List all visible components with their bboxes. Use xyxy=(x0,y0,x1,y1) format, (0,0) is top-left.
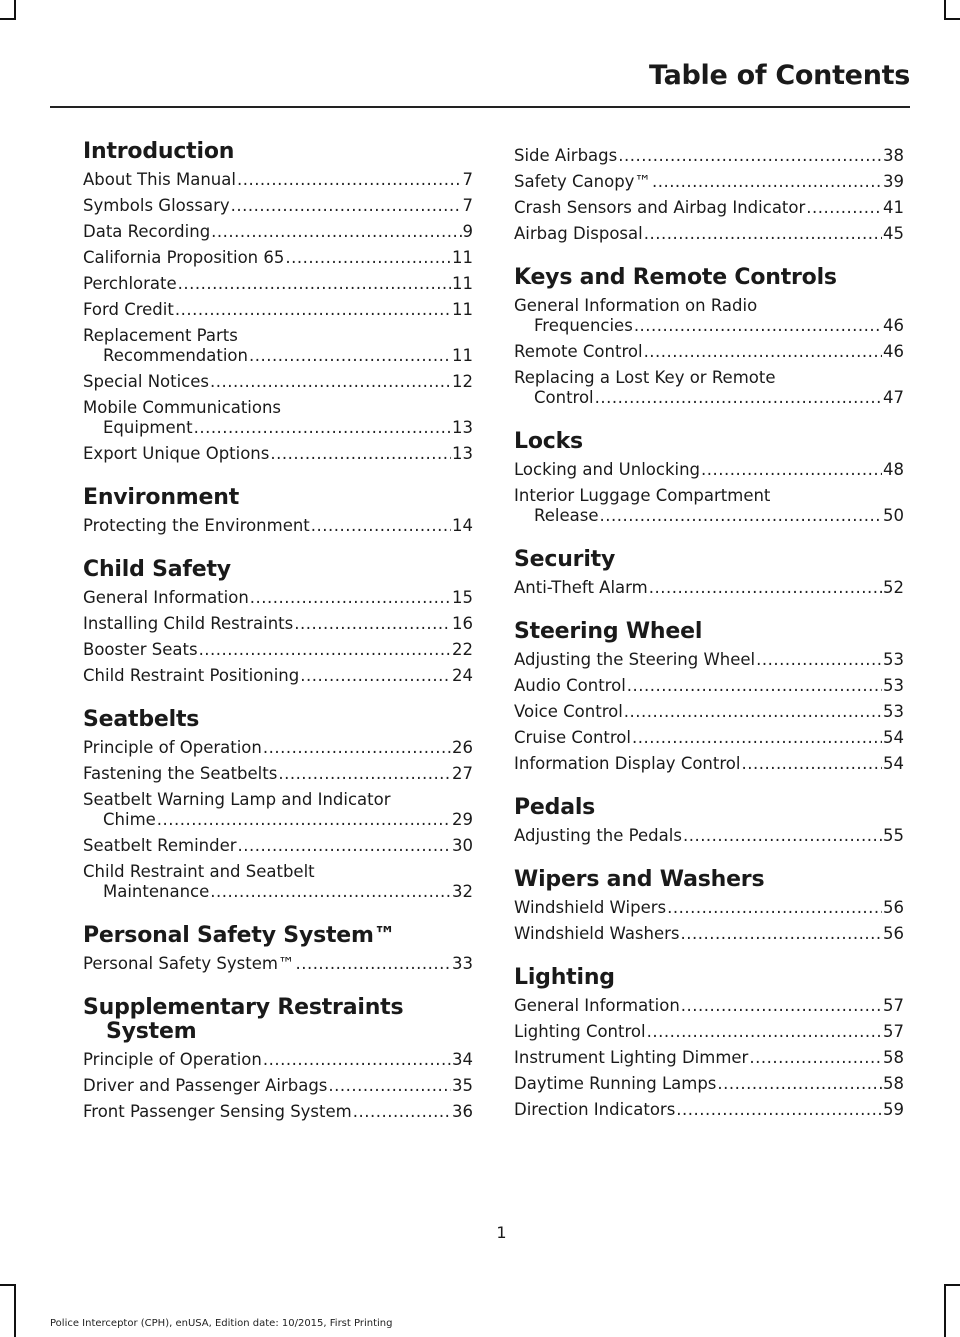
dot-leader xyxy=(649,578,882,598)
toc-page-number: 58 xyxy=(883,1048,904,1067)
toc-entry-label-continued: Release xyxy=(534,506,599,525)
toc-page-number: 39 xyxy=(883,172,904,191)
dot-leader xyxy=(683,826,882,846)
crop-mark-top-right-h xyxy=(944,18,960,20)
toc-page-number: 57 xyxy=(883,996,904,1015)
toc-entry[interactable] xyxy=(514,754,904,774)
toc-entry[interactable] xyxy=(514,1074,904,1094)
toc-entry-label: General Information xyxy=(83,588,249,607)
toc-entry[interactable] xyxy=(83,1102,473,1122)
section-heading: Lighting xyxy=(514,965,615,990)
toc-entry-label: Ford Credit xyxy=(83,300,174,319)
toc-section xyxy=(514,430,904,526)
toc-entry-label: Adjusting the Pedals xyxy=(514,826,682,845)
toc-page-number: 55 xyxy=(883,826,904,845)
toc-entry[interactable] xyxy=(83,666,473,686)
toc-entry-label: Windshield Wipers xyxy=(514,898,667,917)
toc-entry-label-continued: Recommendation xyxy=(103,346,248,365)
toc-page-number: 57 xyxy=(883,1022,904,1041)
dot-leader xyxy=(157,810,451,830)
dot-leader xyxy=(178,274,451,294)
toc-entry-label: Information Display Control xyxy=(514,754,741,773)
toc-entry-label: Principle of Operation xyxy=(83,738,262,757)
toc-entry-label: Adjusting the Steering Wheel xyxy=(514,650,756,669)
toc-page-number: 53 xyxy=(883,676,904,695)
toc-entry[interactable] xyxy=(83,790,473,830)
toc-entry-label: Seatbelt Reminder xyxy=(83,836,237,855)
toc-entry-label: Locking and Unlocking xyxy=(514,460,701,479)
toc-page-number: 47 xyxy=(883,388,904,407)
dot-leader xyxy=(652,172,882,192)
dot-leader xyxy=(199,640,451,660)
toc-page-number: 11 xyxy=(452,346,473,365)
toc-entry[interactable] xyxy=(514,198,904,218)
toc-entry-label: Side Airbags xyxy=(514,146,618,165)
toc-entry[interactable] xyxy=(83,588,473,608)
dot-leader xyxy=(681,996,882,1016)
toc-page-number: 11 xyxy=(452,248,473,267)
toc-entry-label: Fastening the Seatbelts xyxy=(83,764,278,783)
toc-page-number: 58 xyxy=(883,1074,904,1093)
toc-entry-label: Front Passenger Sensing System xyxy=(83,1102,352,1121)
toc-entry[interactable] xyxy=(83,372,473,392)
toc-page-number: 27 xyxy=(452,764,473,783)
toc-entry[interactable] xyxy=(83,248,473,268)
toc-entry-label: Audio Control xyxy=(514,676,626,695)
toc-page-number: 7 xyxy=(462,196,473,215)
dot-leader xyxy=(644,342,882,362)
toc-entry-label: Seatbelt Warning Lamp and Indicator xyxy=(83,790,391,809)
toc-entry-label: Windshield Washers xyxy=(514,924,680,943)
toc-entry-label: Lighting Control xyxy=(514,1022,646,1041)
dot-leader xyxy=(353,1102,451,1122)
toc-entry[interactable] xyxy=(83,764,473,784)
toc-page-number: 34 xyxy=(452,1050,473,1069)
header-divider xyxy=(50,106,910,108)
toc-page-number: 38 xyxy=(883,146,904,165)
toc-entry[interactable] xyxy=(514,1048,904,1068)
toc-entry-label: Safety Canopy™ xyxy=(514,172,651,191)
toc-page-number: 12 xyxy=(452,372,473,391)
toc-page-number: 53 xyxy=(883,650,904,669)
section-heading: Seatbelts xyxy=(83,707,200,732)
dot-leader xyxy=(741,754,882,774)
toc-page-number: 54 xyxy=(883,728,904,747)
toc-page-number: 16 xyxy=(452,614,473,633)
toc-entry-label: Remote Control xyxy=(514,342,643,361)
toc-page-number: 11 xyxy=(452,274,473,293)
toc-entry[interactable] xyxy=(83,516,473,536)
toc-page-number: 56 xyxy=(883,898,904,917)
toc-entry-label: Direction Indicators xyxy=(514,1100,676,1119)
toc-right-column xyxy=(514,146,904,1142)
toc-entry-label: Daytime Running Lamps xyxy=(514,1074,717,1093)
toc-entry-label: Booster Seats xyxy=(83,640,198,659)
toc-entry-label: Protecting the Environment xyxy=(83,516,310,535)
page-title: Table of Contents xyxy=(648,60,910,91)
toc-section xyxy=(514,966,904,1120)
toc-entry-label: Cruise Control xyxy=(514,728,631,747)
toc-entry[interactable] xyxy=(514,728,904,748)
toc-entry-label: Child Restraint and Seatbelt xyxy=(83,862,315,881)
dot-leader xyxy=(627,676,882,696)
toc-page-number: 46 xyxy=(883,316,904,335)
toc-entry-label: Export Unique Options xyxy=(83,444,270,463)
toc-entry[interactable] xyxy=(514,702,904,722)
toc-entry[interactable] xyxy=(83,196,473,216)
toc-page-number: 11 xyxy=(452,300,473,319)
toc-page-number: 46 xyxy=(883,342,904,361)
toc-section xyxy=(83,924,473,974)
toc-section xyxy=(514,548,904,598)
toc-entry-label: Replacement Parts xyxy=(83,326,238,345)
toc-page-number: 53 xyxy=(883,702,904,721)
dot-leader xyxy=(263,1050,451,1070)
toc-page-number: 33 xyxy=(452,954,473,973)
section-heading: Wipers and Washers xyxy=(514,867,765,892)
dot-leader xyxy=(676,1100,882,1120)
dot-leader xyxy=(278,764,451,784)
toc-entry[interactable] xyxy=(514,924,904,944)
footer-edition-info: Police Interceptor (CPH), enUSA, Edition date: 10/2015, First Printing xyxy=(50,1318,393,1329)
toc-entry[interactable] xyxy=(514,1100,904,1120)
toc-page-number: 52 xyxy=(883,578,904,597)
toc-entry[interactable] xyxy=(514,676,904,696)
toc-entry[interactable] xyxy=(83,1050,473,1070)
dot-leader xyxy=(806,198,882,218)
toc-section xyxy=(83,558,473,686)
toc-page-number: 13 xyxy=(452,444,473,463)
toc-entry-label: Child Restraint Positioning xyxy=(83,666,300,685)
crop-mark-bottom-right-h xyxy=(944,1284,960,1286)
dot-leader xyxy=(701,460,882,480)
section-heading: Locks xyxy=(514,429,583,454)
toc-entry-label: Data Recording xyxy=(83,222,211,241)
crop-mark-bottom-left xyxy=(14,1284,16,1337)
toc-page-number: 14 xyxy=(452,516,473,535)
toc-entry[interactable] xyxy=(83,738,473,758)
toc-page-number: 30 xyxy=(452,836,473,855)
toc-page-number: 41 xyxy=(883,198,904,217)
toc-page-number: 59 xyxy=(883,1100,904,1119)
section-heading: Supplementary Restraints System xyxy=(83,995,404,1044)
toc-entry[interactable] xyxy=(514,578,904,598)
toc-entry-label: Interior Luggage Compartment xyxy=(514,486,771,505)
toc-page-number: 15 xyxy=(452,588,473,607)
toc-entry[interactable] xyxy=(514,224,904,244)
toc-entry[interactable] xyxy=(83,300,473,320)
toc-entry-label: California Proposition 65 xyxy=(83,248,285,267)
toc-entry[interactable] xyxy=(514,486,904,526)
toc-entry[interactable] xyxy=(514,172,904,192)
toc-entry-label: Perchlorate xyxy=(83,274,177,293)
toc-entry[interactable] xyxy=(83,640,473,660)
toc-page-number: 9 xyxy=(462,222,473,241)
toc-entry-label-continued: Control xyxy=(534,388,594,407)
dot-leader xyxy=(599,506,882,526)
toc-entry-label: Personal Safety System™ xyxy=(83,954,295,973)
toc-entry-label: Symbols Glossary xyxy=(83,196,230,215)
dot-leader xyxy=(647,1022,882,1042)
toc-section xyxy=(514,146,904,244)
toc-page-number: 36 xyxy=(452,1102,473,1121)
toc-page-number: 7 xyxy=(462,170,473,189)
toc-entry-label-continued: Maintenance xyxy=(103,882,210,901)
toc-entry[interactable] xyxy=(83,170,473,190)
toc-entry[interactable] xyxy=(514,826,904,846)
section-heading: Environment xyxy=(83,485,240,510)
toc-section xyxy=(83,486,473,536)
toc-page-number: 54 xyxy=(883,754,904,773)
toc-page-number: 32 xyxy=(452,882,473,901)
section-heading: Personal Safety System™ xyxy=(83,923,396,948)
dot-leader xyxy=(250,588,451,608)
toc-page-number: 26 xyxy=(452,738,473,757)
dot-leader xyxy=(210,372,451,392)
toc-entry-label: Installing Child Restraints xyxy=(83,614,294,633)
dot-leader xyxy=(194,418,451,438)
toc-section xyxy=(83,708,473,902)
crop-mark-top-left-h xyxy=(0,18,16,20)
toc-entry-label-continued: Equipment xyxy=(103,418,193,437)
dot-leader xyxy=(681,924,882,944)
section-heading: Keys and Remote Controls xyxy=(514,265,837,290)
section-heading: Pedals xyxy=(514,795,596,820)
toc-entry[interactable] xyxy=(514,368,904,408)
toc-entry[interactable] xyxy=(514,296,904,336)
dot-leader xyxy=(667,898,882,918)
toc-entry-label: Voice Control xyxy=(514,702,623,721)
toc-entry[interactable] xyxy=(83,326,473,366)
toc-entry[interactable] xyxy=(514,996,904,1016)
toc-page-number: 50 xyxy=(883,506,904,525)
dot-leader xyxy=(749,1048,882,1068)
toc-entry-label: Crash Sensors and Airbag Indicator xyxy=(514,198,806,217)
dot-leader xyxy=(632,728,882,748)
toc-section xyxy=(514,868,904,944)
toc-entry-label: General Information xyxy=(514,996,680,1015)
dot-leader xyxy=(311,516,451,536)
toc-section xyxy=(514,796,904,846)
toc-page-number: 48 xyxy=(883,460,904,479)
toc-left-column xyxy=(83,140,473,1144)
crop-mark-top-left xyxy=(14,0,16,20)
toc-entry-label-continued: Frequencies xyxy=(534,316,633,335)
toc-page-number: 45 xyxy=(883,224,904,243)
toc-page-number: 35 xyxy=(452,1076,473,1095)
dot-leader xyxy=(238,836,451,856)
toc-entry[interactable] xyxy=(83,444,473,464)
page-number: 1 xyxy=(496,1223,507,1242)
toc-page-number: 56 xyxy=(883,924,904,943)
dot-leader xyxy=(717,1074,882,1094)
dot-leader xyxy=(756,650,882,670)
crop-mark-bottom-left-h xyxy=(0,1284,16,1286)
toc-entry[interactable] xyxy=(83,222,473,242)
toc-section xyxy=(514,620,904,774)
toc-entry-label-continued: Chime xyxy=(103,810,156,829)
toc-entry[interactable] xyxy=(514,898,904,918)
crop-mark-bottom-right xyxy=(944,1284,946,1337)
toc-entry-label: Airbag Disposal xyxy=(514,224,643,243)
section-heading: Security xyxy=(514,547,616,572)
toc-section xyxy=(514,266,904,408)
toc-entry-label: General Information on Radio xyxy=(514,296,758,315)
crop-mark-top-right xyxy=(944,0,946,20)
dot-leader xyxy=(295,954,451,974)
toc-page-number: 24 xyxy=(452,666,473,685)
dot-leader xyxy=(644,224,882,244)
dot-leader xyxy=(624,702,882,722)
toc-entry[interactable] xyxy=(514,650,904,670)
dot-leader xyxy=(231,196,462,216)
toc-entry[interactable] xyxy=(83,614,473,634)
toc-entry[interactable] xyxy=(83,274,473,294)
toc-section xyxy=(83,996,473,1122)
toc-page-number: 22 xyxy=(452,640,473,659)
toc-entry[interactable] xyxy=(83,398,473,438)
toc-entry[interactable] xyxy=(83,1076,473,1096)
toc-entry-label: About This Manual xyxy=(83,170,236,189)
dot-leader xyxy=(300,666,451,686)
toc-page-number: 13 xyxy=(452,418,473,437)
dot-leader xyxy=(211,222,461,242)
dot-leader xyxy=(210,882,451,902)
toc-entry-label: Anti-Theft Alarm xyxy=(514,578,648,597)
toc-entry-label: Instrument Lighting Dimmer xyxy=(514,1048,749,1067)
dot-leader xyxy=(294,614,451,634)
toc-entry[interactable] xyxy=(514,146,904,166)
toc-entry-label: Special Notices xyxy=(83,372,210,391)
toc-entry-label: Principle of Operation xyxy=(83,1050,262,1069)
toc-section xyxy=(83,140,473,464)
dot-leader xyxy=(634,316,882,336)
toc-entry[interactable] xyxy=(514,342,904,362)
section-heading: Child Safety xyxy=(83,557,231,582)
toc-entry[interactable] xyxy=(83,862,473,902)
section-heading: Steering Wheel xyxy=(514,619,703,644)
dot-leader xyxy=(595,388,882,408)
toc-entry[interactable] xyxy=(514,460,904,480)
toc-entry[interactable] xyxy=(83,954,473,974)
toc-entry[interactable] xyxy=(83,836,473,856)
dot-leader xyxy=(249,346,451,366)
dot-leader xyxy=(237,170,462,190)
toc-entry-label: Mobile Communications xyxy=(83,398,282,417)
dot-leader xyxy=(328,1076,451,1096)
dot-leader xyxy=(270,444,451,464)
dot-leader xyxy=(618,146,882,166)
dot-leader xyxy=(263,738,451,758)
toc-entry[interactable] xyxy=(514,1022,904,1042)
toc-entry-label: Driver and Passenger Airbags xyxy=(83,1076,328,1095)
section-heading: Introduction xyxy=(83,139,235,164)
toc-entry-label: Replacing a Lost Key or Remote xyxy=(514,368,776,387)
toc-page-number: 29 xyxy=(452,810,473,829)
dot-leader xyxy=(175,300,451,320)
dot-leader xyxy=(285,248,451,268)
